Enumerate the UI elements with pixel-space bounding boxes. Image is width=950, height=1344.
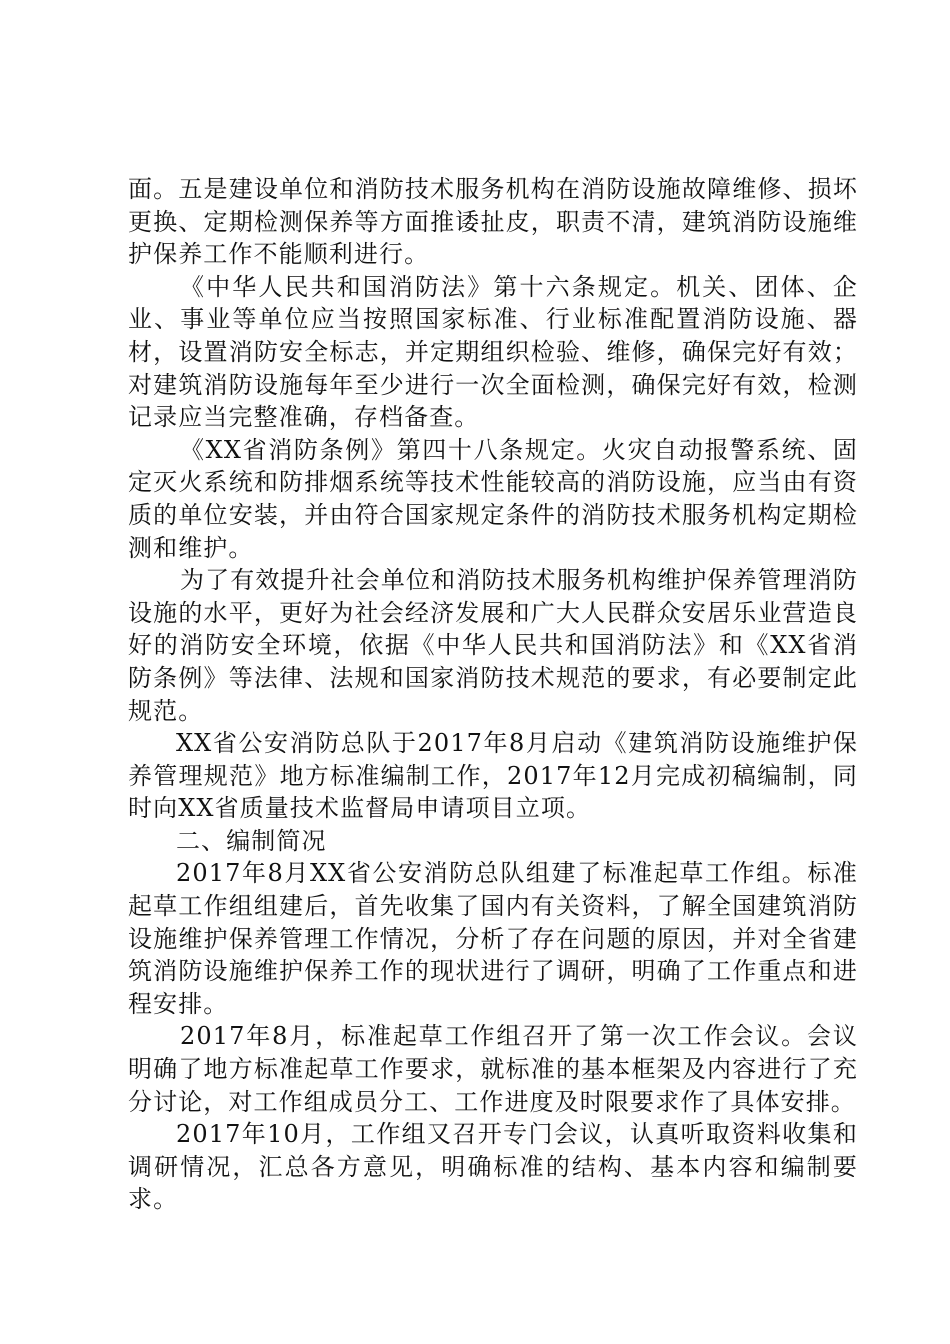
paragraph-6: 2017年8月XX省公安消防总队组建了标准起草工作组。标准起草工作组组建后，首先收集了国内有关资料，了解全国建筑消防设施维护保养管理工作情况，分析了存在问题的原因，并对全省建筑消防设施维护保养工作的现状进行了调研，明确了工作重点和进程安排。 bbox=[128, 859, 858, 1018]
paragraph-3: 《XX省消防条例》第四十八条规定。火灾自动报警系统、固定灭火系统和防排烟系统等技术性能较高的消防设施，应当由有资质的单位安装，并由符合国家规定条件的消防技术服务机构定期检测和维护。 bbox=[128, 435, 858, 562]
paragraph-5: XX省公安消防总队于2017年8月启动《建筑消防设施维护保养管理规范》地方标准编制工作，2017年12月完成初稿编制，同时向XX省质量技术监督局申请项目立项。 bbox=[128, 729, 858, 823]
paragraph-8: 2017年10月，工作组又召开专门会议，认真听取资料收集和调研情况，汇总各方意见，明确标准的结构、基本内容和编制要求。 bbox=[128, 1120, 858, 1214]
document-body bbox=[128, 173, 858, 1216]
paragraph-7: 2017年8月，标准起草工作组召开了第一次工作会议。会议明确了地方标准起草工作要求，就标准的基本框架及内容进行了充分讨论，对工作组成员分工、工作进度及时限要求作了具体安排。 bbox=[128, 1022, 858, 1116]
paragraph-2: 《中华人民共和国消防法》第十六条规定。机关、团体、企业、事业等单位应当按照国家标准、行业标准配置消防设施、器材，设置消防安全标志，并定期组织检验、维修，确保完好有效；对建筑消防设施每年至少进行一次全面检测，确保完好有效，检测记录应当完整准确，存档备查。 bbox=[128, 272, 858, 432]
section-heading: 二、编制简况 bbox=[176, 826, 327, 855]
paragraph-1: 面。五是建设单位和消防技术服务机构在消防设施故障维修、损坏更换、定期检测保养等方面推诿扯皮，职责不清，建筑消防设施维护保养工作不能顺利进行。 bbox=[128, 175, 858, 269]
paragraph-4: 为了有效提升社会单位和消防技术服务机构维护保养管理消防设施的水平，更好为社会经济发展和广大人民群众安居乐业营造良好的消防安全环境，依据《中华人民共和国消防法》和《XX省消防条例》等法律、法规和国家消防技术规范的要求，有必要制定此规范。 bbox=[128, 566, 858, 725]
